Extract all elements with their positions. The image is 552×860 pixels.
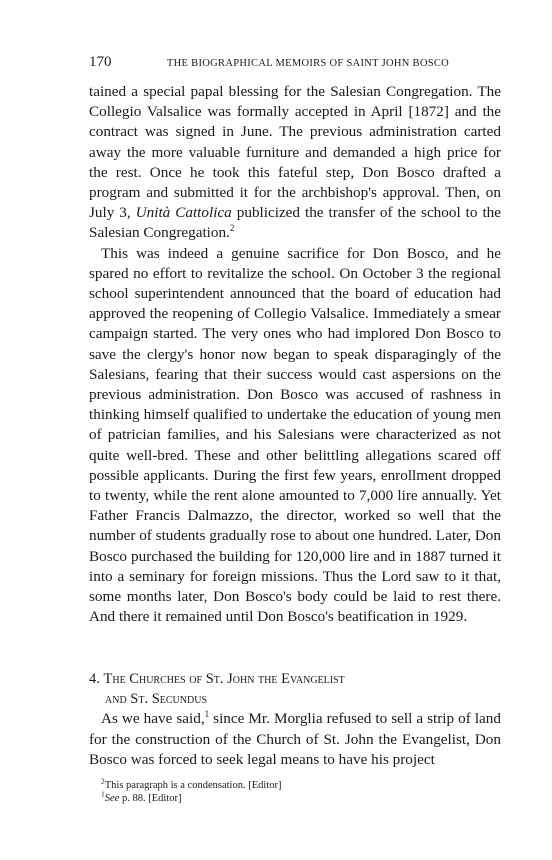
footnote-1 [101,789,501,805]
paragraph-3-text-a: As we have said, [101,710,205,728]
section-heading [89,669,501,709]
page-number: 170 [89,54,112,70]
paragraph-1-text-b: publicized the transfer of the school to the Salesian Congregation. [89,204,502,242]
footnote-mark: 1 [101,789,105,799]
footnote-italic: See [104,793,120,805]
section-title-line-1: The Churches of St. John the Evangelist [103,671,345,688]
page-header [89,54,501,74]
paragraph-2: This was indeed a genuine sacrifice for Don Bosco, and he spared no effort to revitalize the school. On October 3 the regional school superintendent announced that the board of education had approved the reopening of Collegio Valsalice. Immediately a smear campaign started. The very ones who had implored Don Bosco to save the clergy's honor now began to speak disparagingly of the Salesians, fearing that their success would cast aspersions on the previous administration. Don Bosco was accused of rashness in thinking himself qualified to undertake the education of young men of patrician families, and his Salesians were characterized as not quite well-bred. These and other belittling allegations scared off possible applicants. During the first few years, enrollment dropped to twenty, while the rent alone amounted to 7,000 lire annually. Yet Father Francis Dalmazzo, the director, worked so well that the number of students gradually rose to about one hundred. Later, Don Bosco purchased the building for 120,000 lire and in 1887 turned it into a seminary for foreign missions. Thus the Lord saw to it that, some months later, Don Bosco's body could be laid to rest there. And there it remained until Don Bosco's beatification in 1929. [89,244,501,626]
footnote-ref-2[interactable]: 2 [229,223,235,234]
paragraph-1-italic-title: Unità Cattolica [135,204,232,222]
paragraph-1-text-a: tained a special papal blessing for the Salesian Congregation. The Collegio Valsalice was formally accepted in April [1872] and the contract was signed in June. The previous administration carted away the more valuable furniture and demanded a high price for the rest. Once he took this fateful step, Don Bosco drafted a program and submitted it for the archbishop's approval. Then, on July 3, [89,83,501,222]
body-text [89,82,501,770]
section-heading-line-1 [89,669,501,689]
footnote-2 [101,776,501,792]
footnote-text: This paragraph is a condensation. [Editor] [104,780,282,792]
footnote-text: p. 88. [Editor] [119,793,182,805]
section-title-line-2: and St. Secundus [105,691,208,708]
section-number: 4. [89,671,100,688]
paragraph-1 [89,82,501,244]
paragraph-3-text-b: since Mr. Morglia refused to sell a strip of land for the construction of the Church of St. John the Evangelist, Don Bosco was forced to seek legal means to have his project [89,710,501,768]
footnote-ref-1[interactable]: 1 [204,709,210,720]
footnote-mark: 2 [101,776,105,786]
book-page [89,54,501,805]
footnotes [89,776,501,805]
running-head: THE BIOGRAPHICAL MEMOIRS OF SAINT JOHN BOSCO [166,58,450,69]
paragraph-3 [89,709,501,770]
